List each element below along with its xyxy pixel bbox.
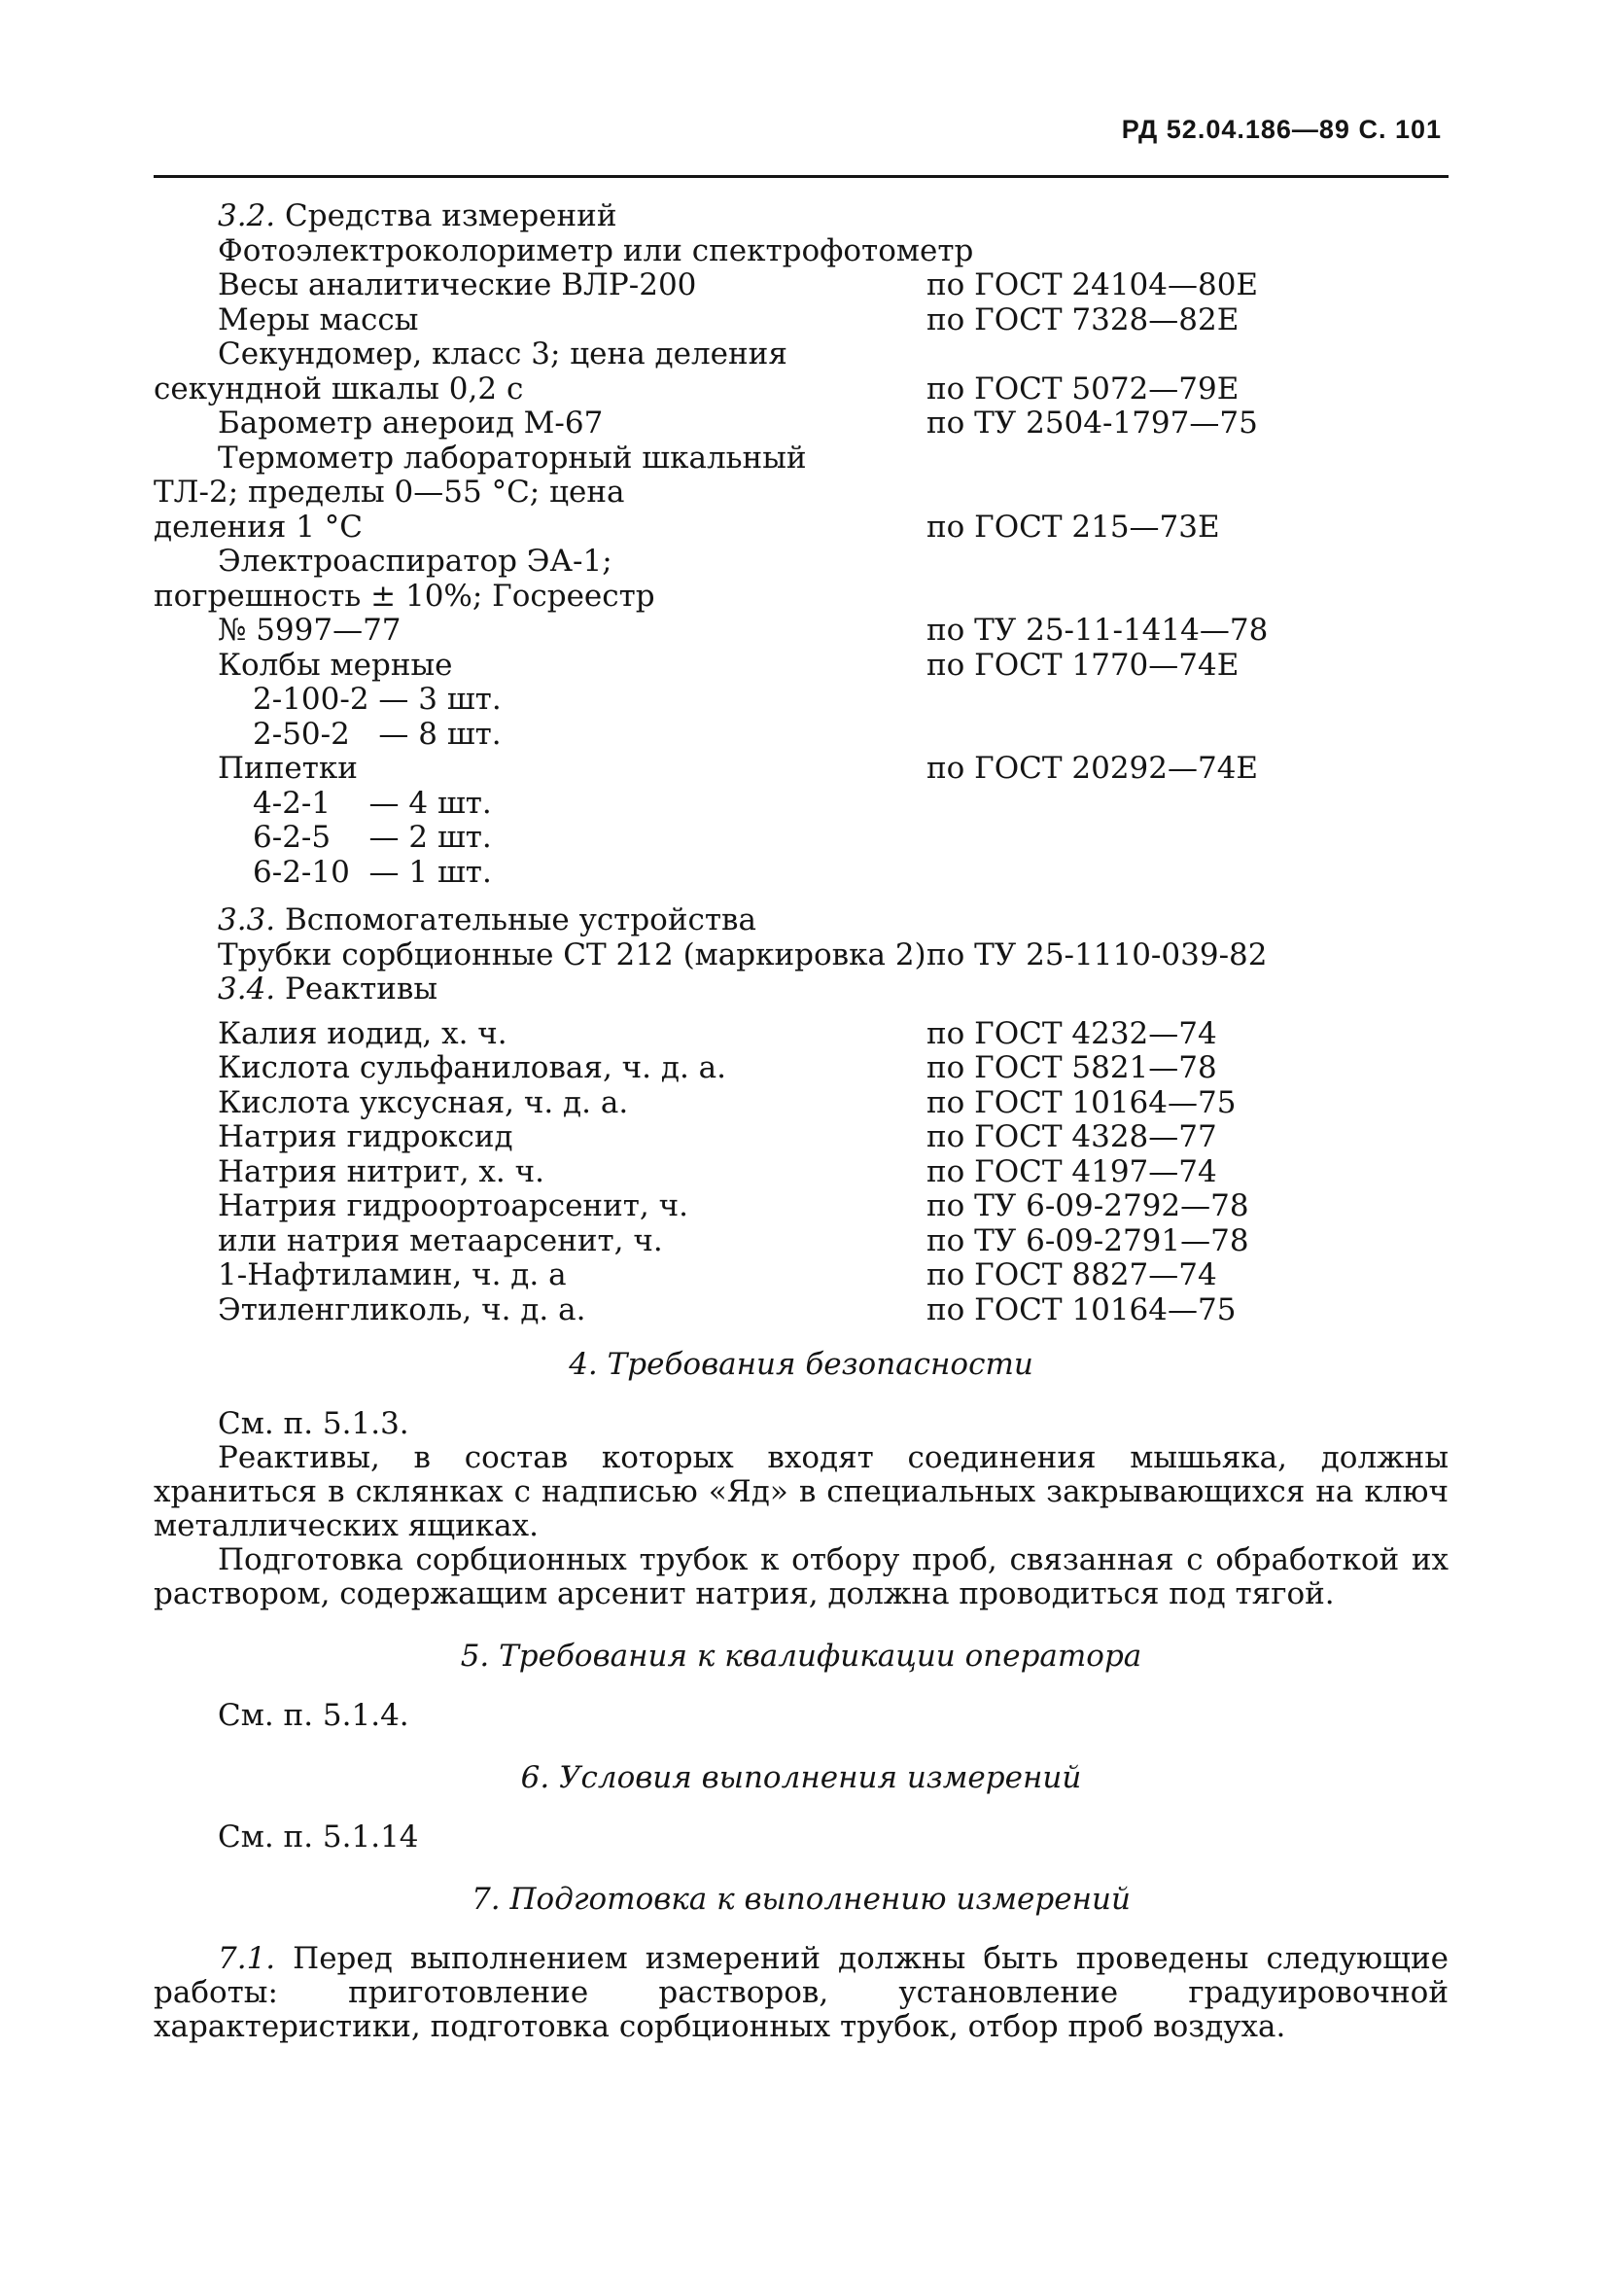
reagent-row [154, 1155, 1449, 1190]
equipment-name: Колбы мерные [218, 647, 453, 683]
standard-reference: по ГОСТ 215—73Е [926, 509, 1220, 545]
standard-reference: по ГОСТ 10164—75 [926, 1291, 1237, 1327]
section-4-paragraph: Подготовка сорбционных трубок к отбору проб, связанная с обработкой их раствором, содержащим арсенит натрия, должна проводиться под тягой. [154, 1542, 1449, 1611]
section-4-title: 4. Требования безопасности [569, 1347, 1033, 1382]
paragraph-number: 7.1. [218, 1941, 276, 1976]
standard-reference: по ТУ 6-09-2792—78 [926, 1188, 1249, 1223]
equipment-name: деления 1 °С [154, 509, 364, 545]
standard-reference: по ГОСТ 1770—74Е [926, 647, 1240, 683]
header-rule [154, 175, 1449, 178]
equipment-subitem [154, 683, 1449, 718]
section-heading-text: Реактивы [275, 971, 438, 1007]
equipment-name: Пипетки [218, 751, 358, 786]
standard-reference: по ТУ 2504-1797—75 [926, 406, 1258, 441]
equipment-line [154, 303, 1449, 338]
equipment-line [154, 545, 1449, 580]
equipment-quantity: 6-2-10 — 1 шт. [253, 854, 492, 890]
equipment-line [154, 337, 1449, 372]
section-7-paragraph [154, 1942, 1449, 2044]
document-body [154, 199, 1449, 2044]
equipment-name: погрешность ± 10%; Госреестр [154, 578, 655, 614]
equipment-name: Секундомер, класс 3; цена деления [218, 336, 787, 371]
section-5-reference: См. п. 5.1.4. [218, 1698, 409, 1733]
reagent-row [154, 1258, 1449, 1293]
equipment-subitem [154, 856, 1449, 891]
equipment-subitem [154, 821, 1449, 856]
equipment-subitem [154, 787, 1449, 822]
equipment-line [154, 649, 1449, 684]
equipment-name: Весы аналитические ВЛР-200 [218, 267, 697, 302]
reagent-row [154, 1017, 1449, 1052]
reagent-name: 1-Нафтиламин, ч. д. а [218, 1257, 567, 1292]
section-6-title: 6. Условия выполнения измерений [520, 1760, 1082, 1795]
equipment-quantity: 2-100-2 — 3 шт. [253, 682, 502, 717]
equipment-quantity: 4-2-1 — 4 шт. [253, 785, 492, 821]
standard-reference: по ТУ 25-1110-039-82 [926, 936, 1268, 972]
reagent-row [154, 1224, 1449, 1259]
page-header-reference: РД 52.04.186—89 С. 101 [1121, 115, 1442, 144]
equipment-line [154, 234, 1449, 269]
equipment-subitem [154, 718, 1449, 753]
equipment-line [154, 938, 1449, 973]
section-6-reference: См. п. 5.1.14 [218, 1819, 419, 1854]
standard-reference: по ГОСТ 5821—78 [926, 1050, 1217, 1085]
section-3-3-heading [154, 903, 1449, 938]
equipment-line [154, 406, 1449, 442]
equipment-line [154, 511, 1449, 546]
standard-reference: по ТУ 6-09-2791—78 [926, 1222, 1249, 1258]
equipment-quantity: 6-2-5 — 2 шт. [253, 820, 492, 855]
standard-reference: по ГОСТ 8827—74 [926, 1257, 1217, 1292]
equipment-line [154, 372, 1449, 407]
equipment-name: № 5997—77 [218, 613, 402, 648]
equipment-name: Термометр лабораторный шкальный [218, 440, 807, 476]
section-3-2-heading [154, 199, 1449, 234]
standard-reference: по ГОСТ 4328—77 [926, 1119, 1217, 1154]
equipment-name: секундной шкалы 0,2 с [154, 371, 524, 406]
section-3-4-heading [154, 972, 1449, 1007]
standard-reference: по ГОСТ 20292—74Е [926, 751, 1259, 786]
section-number: 3.4. [218, 971, 276, 1007]
section-heading-text: Средства измерений [275, 198, 617, 233]
equipment-line [154, 442, 1449, 477]
section-number: 3.2. [218, 198, 276, 233]
equipment-line [154, 580, 1449, 615]
equipment-line [154, 268, 1449, 303]
reagent-name: Натрия нитрит, х. ч. [218, 1153, 544, 1189]
equipment-name: ТЛ-2; пределы 0—55 °С; цена [154, 475, 625, 510]
reagent-row [154, 1051, 1449, 1086]
equipment-name: Меры массы [218, 301, 419, 337]
equipment-name: Барометр анероид М-67 [218, 406, 604, 441]
standard-reference: по ГОСТ 24104—80Е [926, 267, 1259, 302]
standard-reference: по ТУ 25-11-1414—78 [926, 613, 1269, 648]
equipment-line [154, 476, 1449, 511]
reagent-row [154, 1293, 1449, 1328]
reagent-name: или натрия метаарсенит, ч. [218, 1222, 663, 1258]
reagent-name: Кислота уксусная, ч. д. а. [218, 1084, 629, 1120]
equipment-quantity: 2-50-2 — 8 шт. [253, 716, 502, 752]
standard-reference: по ГОСТ 4197—74 [926, 1153, 1217, 1189]
reagent-name: Этиленгликоль, ч. д. а. [218, 1291, 586, 1327]
reagent-name: Натрия гидроортоарсенит, ч. [218, 1188, 688, 1223]
equipment-name: Трубки сорбционные СТ 212 (маркировка 2) [218, 936, 926, 972]
reagent-row [154, 1086, 1449, 1121]
reagent-name: Натрия гидроксид [218, 1119, 513, 1154]
equipment-line [154, 614, 1449, 649]
equipment-name: Электроаспиратор ЭА-1; [218, 544, 612, 579]
section-number: 3.3. [218, 902, 276, 937]
reagent-name: Кислота сульфаниловая, ч. д. а. [218, 1050, 726, 1085]
standard-reference: по ГОСТ 10164—75 [926, 1084, 1237, 1120]
section-4-reference: См. п. 5.1.3. [218, 1406, 409, 1441]
standard-reference: по ГОСТ 4232—74 [926, 1015, 1217, 1051]
standard-reference: по ГОСТ 7328—82Е [926, 301, 1240, 337]
reagent-name: Калия иодид, х. ч. [218, 1015, 507, 1051]
standard-reference: по ГОСТ 5072—79Е [926, 371, 1240, 406]
section-5-title: 5. Требования к квалификации оператора [460, 1639, 1142, 1674]
paragraph-text: Перед выполнением измерений должны быть проведены следующие работы: приготовление растворов, установление градуировочной характеристики, подготовка сорбционных трубок, отбор проб воздуха. [154, 1941, 1449, 2044]
section-heading-text: Вспомогательные устройства [275, 902, 756, 937]
reagent-row [154, 1120, 1449, 1155]
reagent-row [154, 1189, 1449, 1224]
equipment-name: Фотоэлектроколориметр или спектрофотометр [218, 232, 974, 268]
equipment-line [154, 752, 1449, 787]
section-4-paragraph: Реактивы, в состав которых входят соединения мышьяка, должны храниться в склянках с надписью «Яд» в специальных закрывающихся на ключ металлических ящиках. [154, 1440, 1449, 1543]
section-7-title: 7. Подготовка к выполнению измерений [472, 1882, 1131, 1917]
